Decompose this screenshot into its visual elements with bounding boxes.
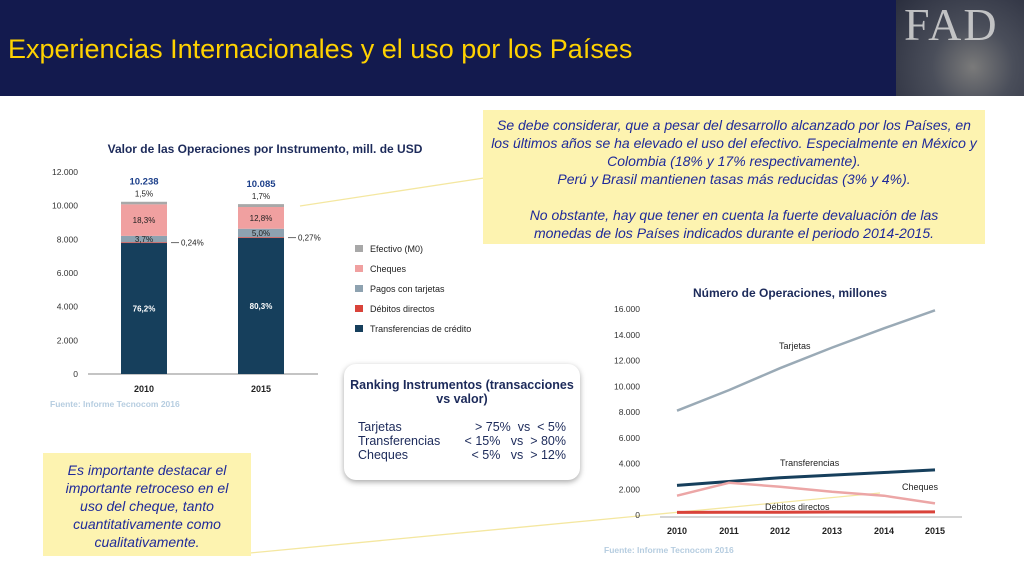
y-tick-label: 16.000 [614, 304, 640, 314]
note-top-p2: Perú y Brasil mantienen tasas más reducidas (3% y 4%). [557, 171, 911, 187]
series-line [677, 470, 935, 486]
y-tick-label: 6.000 [56, 268, 78, 278]
y-tick-label: 0 [635, 510, 640, 520]
data-label: 1,7% [251, 192, 271, 202]
ranking-label: Tarjetas [358, 420, 402, 434]
slide-title: Experiencias Internacionales y el uso por los Países [8, 34, 633, 64]
y-tick-label: 12.000 [614, 355, 640, 366]
y-tick-label: 8.000 [618, 407, 640, 417]
x-tick-label: 2014 [873, 526, 895, 536]
legend-label: Pagos con tarjetas [370, 284, 445, 294]
bar-chart-title: Valor de las Operaciones por Instrumento, mill. de USD [107, 142, 423, 156]
series-label: Tarjetas [779, 341, 811, 351]
note-top-p1: Se debe considerar, que a pesar del desarrollo alcanzado por los Países, en los últimos años se ha elevado el uso del efectivo. Especialmente en México y Colombia (18% y 17% respectivamente). [491, 117, 977, 169]
data-label: 80,3% [249, 301, 273, 311]
legend-label: Débitos directos [370, 304, 435, 314]
x-tick-label: 2013 [821, 526, 843, 536]
x-tick-label: 2015 [924, 526, 946, 536]
series-line [677, 483, 935, 504]
ranking-title: Ranking Instrumentos (transacciones vs valor) [350, 378, 574, 406]
x-tick-label: 2011 [719, 526, 739, 536]
data-label: 0,24% [181, 238, 204, 248]
data-label: 0,27% [298, 233, 321, 243]
note-bottom-text: Es importante destacar el importante retroceso en el uso del cheque, tanto cuantitativamente como cualitativamente. [65, 462, 229, 550]
data-label: 12,8% [249, 213, 273, 223]
x-tick-label: 2015 [250, 384, 272, 394]
data-label: 18,3% [132, 216, 156, 226]
y-tick-label: 8.000 [56, 234, 78, 245]
ranking-label: Transferencias [358, 434, 441, 448]
legend-label: Efectivo (M0) [370, 244, 424, 254]
ranking-label: Cheques [358, 448, 409, 462]
series-label: Transferencias [780, 458, 840, 468]
legend-label: Transferencias de crédito [370, 324, 472, 334]
y-tick-label: 12.000 [52, 167, 78, 177]
data-label: 5,0% [251, 228, 271, 238]
series-line [677, 310, 935, 410]
y-tick-label: 10.000 [52, 200, 78, 211]
y-tick-label: 4.000 [56, 301, 78, 312]
bar-chart-source: Fuente: Informe Tecnocom 2016 [50, 399, 180, 409]
note-top-p3: No obstante, hay que tener en cuenta la fuerte devaluación de las monedas de los Países indicados durante el periodo 2014-2015. [529, 207, 939, 241]
y-tick-label: 0 [73, 369, 78, 379]
x-tick-label: 2012 [769, 526, 791, 536]
y-tick-label: 4.000 [618, 458, 640, 469]
y-tick-label: 10.000 [614, 381, 640, 392]
y-tick-label: 2.000 [56, 335, 78, 346]
ranking-value: > 75% vs < 5% [474, 420, 566, 434]
logo-text: FAD [904, 0, 999, 50]
data-label: 76,2% [132, 304, 156, 314]
ranking-value: < 5% vs > 12% [471, 448, 566, 462]
line-chart-title: Número de Operaciones, millones [692, 286, 888, 300]
x-tick-label: 2010 [666, 526, 688, 536]
ranking-value: < 15% vs > 80% [464, 434, 566, 448]
series-label: Cheques [902, 482, 939, 492]
series-label: Débitos directos [765, 502, 830, 512]
total-label: 10.238 [129, 176, 159, 188]
y-tick-label: 14.000 [614, 329, 640, 340]
legend-label: Cheques [370, 264, 407, 274]
data-label: 1,5% [134, 189, 154, 199]
y-tick-label: 6.000 [618, 432, 640, 443]
x-tick-label: 2010 [133, 384, 155, 394]
total-label: 10.085 [246, 179, 276, 191]
line-chart-source: Fuente: Informe Tecnocom 2016 [604, 545, 734, 555]
y-tick-label: 2.000 [618, 484, 640, 495]
data-label: 3,7% [134, 235, 154, 245]
